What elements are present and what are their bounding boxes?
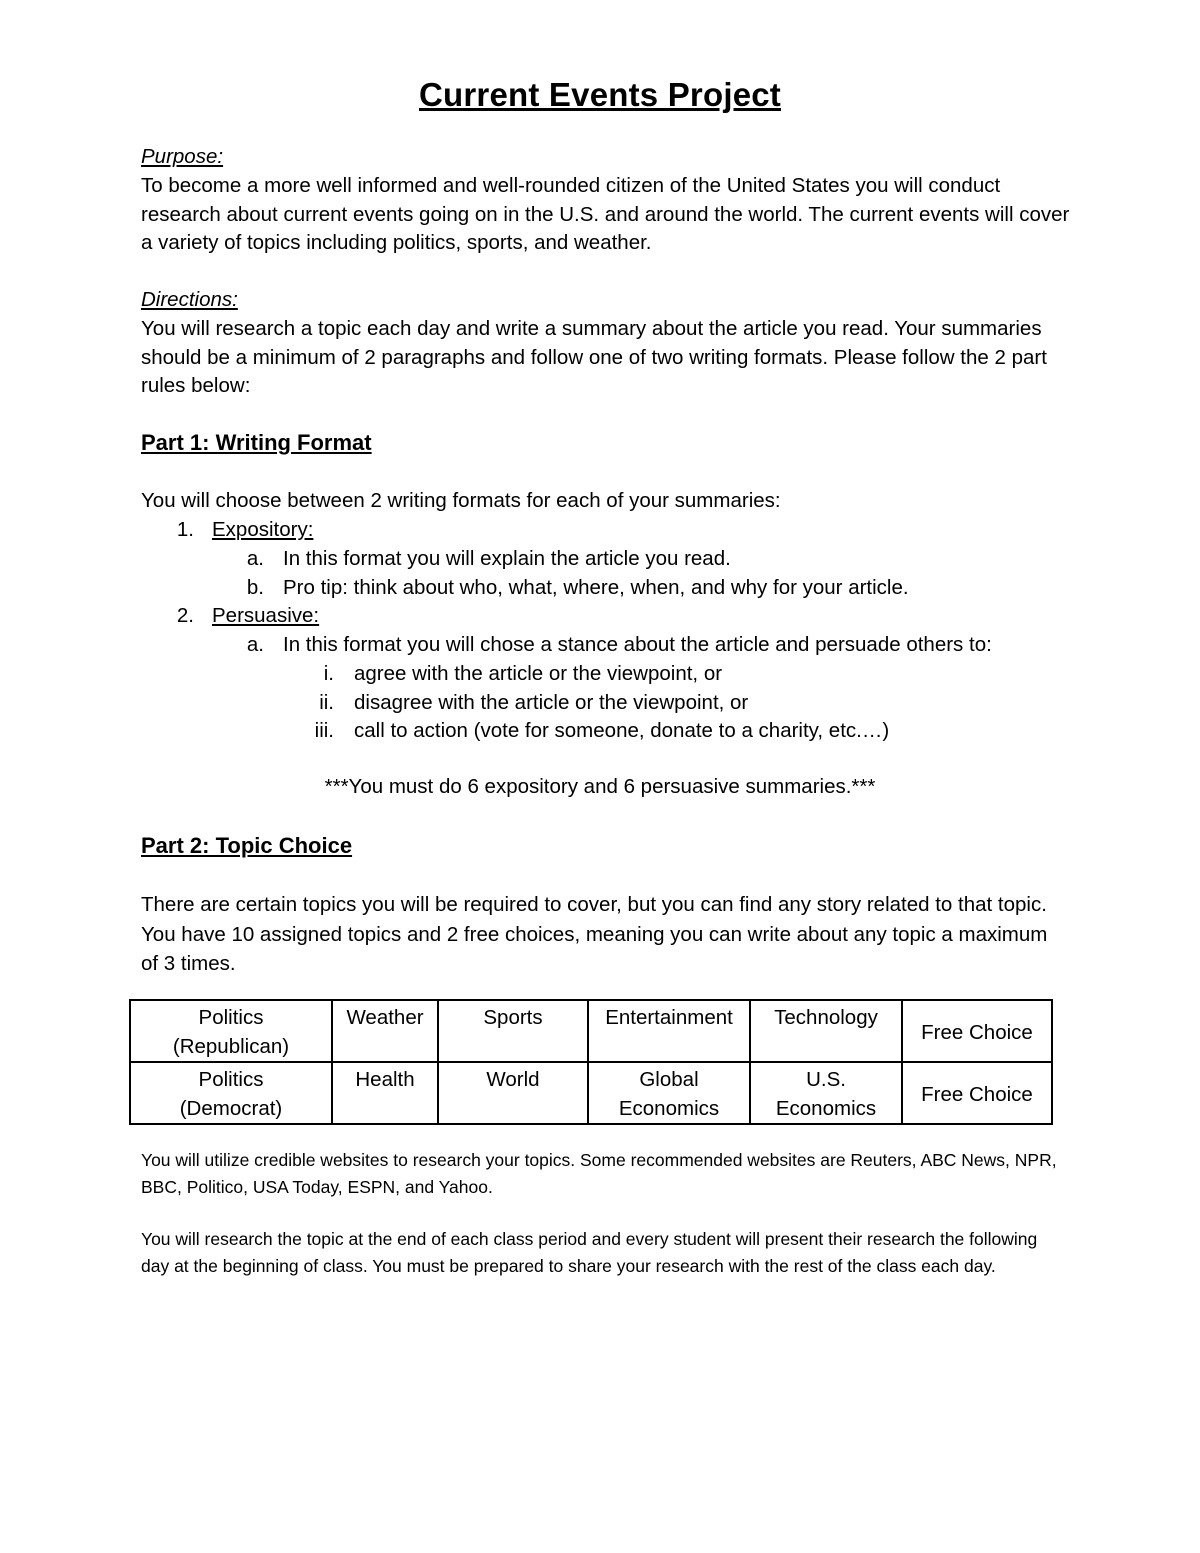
cell-line: Sports [483,1006,543,1029]
table-cell [130,1062,332,1124]
cell-line: Weather [346,1006,424,1029]
list-marker: iii. [314,719,334,742]
table-cell [332,1062,438,1124]
cell-line: Free Choice [921,1020,1033,1044]
purpose-text: To become a more well informed and well-rounded citizen of the United States you will conduct research about current events going on in the U.S. and around the world. The current events will cover a variety of topics including politics, sports, and weather. [141,174,1070,254]
list-marker: a. [246,633,264,656]
requirement-note: ***You must do 6 expository and 6 persuasive summaries.*** [324,775,876,798]
cell-line: (Republican) [172,1035,290,1058]
cell-line: Economics [775,1097,877,1120]
list-marker: b. [246,576,264,599]
list-marker: ii. [319,691,334,714]
table-cell [130,1000,332,1062]
list-marker: 2. [176,604,194,627]
list-item-text: disagree with the article or the viewpoint, or [354,691,749,714]
table-cell [750,1062,902,1124]
directions-label-text: Directions: [141,288,238,311]
directions-label [141,286,1071,315]
directions-text: You will research a topic each day and write a summary about the article you read. Your summaries should be a minimum of 2 paragraphs and follow one of two writing formats. Please follow the 2 part rules below: [141,317,1047,397]
list-marker: i. [323,662,334,685]
list-item-text: call to action (vote for someone, donate to a charity, etc.…) [354,719,890,742]
cell-line: Technology [774,1006,878,1029]
list-marker: 1. [176,518,194,541]
cell-line: Politics [198,1006,264,1029]
part1-intro: You will choose between 2 writing formats for each of your summaries: [141,489,781,512]
cell-line: Health [355,1068,415,1091]
websites-note: You will utilize credible websites to research your topics. Some recommended websites are Reuters, ABC News, NPR, BBC, Politico, USA Today, ESPN, and Yahoo. [141,1150,1057,1197]
list-marker: a. [246,547,264,570]
part1-heading: Part 1: Writing Format [141,430,372,455]
table-cell [438,1062,588,1124]
format-name-expository: Expository: [212,518,314,541]
presentation-note: You will research the topic at the end of each class period and every student will present their research the following day at the beginning of class. You must be prepared to share your research with the rest of the class each day. [141,1229,1038,1276]
table-cell [902,1000,1052,1062]
cell-line: World [486,1068,540,1091]
table-row [130,1000,1052,1062]
list-item-text: Pro tip: think about who, what, where, when, and why for your article. [283,576,909,599]
cell-line: Free Choice [921,1082,1033,1106]
topics-table [129,999,1053,1125]
document-title: Current Events Project [418,76,781,113]
format-name-persuasive: Persuasive: [212,604,320,627]
cell-line: (Democrat) [179,1097,283,1120]
table-cell [588,1062,750,1124]
table-cell [588,1000,750,1062]
table-cell [438,1000,588,1062]
table-cell [332,1000,438,1062]
cell-line: U.S. [806,1068,846,1091]
cell-line: Entertainment [605,1006,733,1029]
part2-heading: Part 2: Topic Choice [141,833,353,858]
cell-line: Politics [198,1068,264,1091]
part2-intro: There are certain topics you will be required to cover, but you can find any story related to that topic. You have 10 assigned topics and 2 free choices, meaning you can write about any topic a maximum of 3 times. [141,893,1048,975]
purpose-label [141,143,1071,172]
table-cell [750,1000,902,1062]
cell-line: Global [639,1068,699,1091]
list-item-text: agree with the article or the viewpoint, or [354,662,723,685]
cell-line: Economics [618,1097,720,1120]
list-item-text: In this format you will explain the article you read. [283,547,731,570]
table-cell [902,1062,1052,1124]
table-row [130,1062,1052,1124]
list-item-text: In this format you will chose a stance about the article and persuade others to: [283,633,992,656]
purpose-label-text: Purpose: [141,145,224,168]
